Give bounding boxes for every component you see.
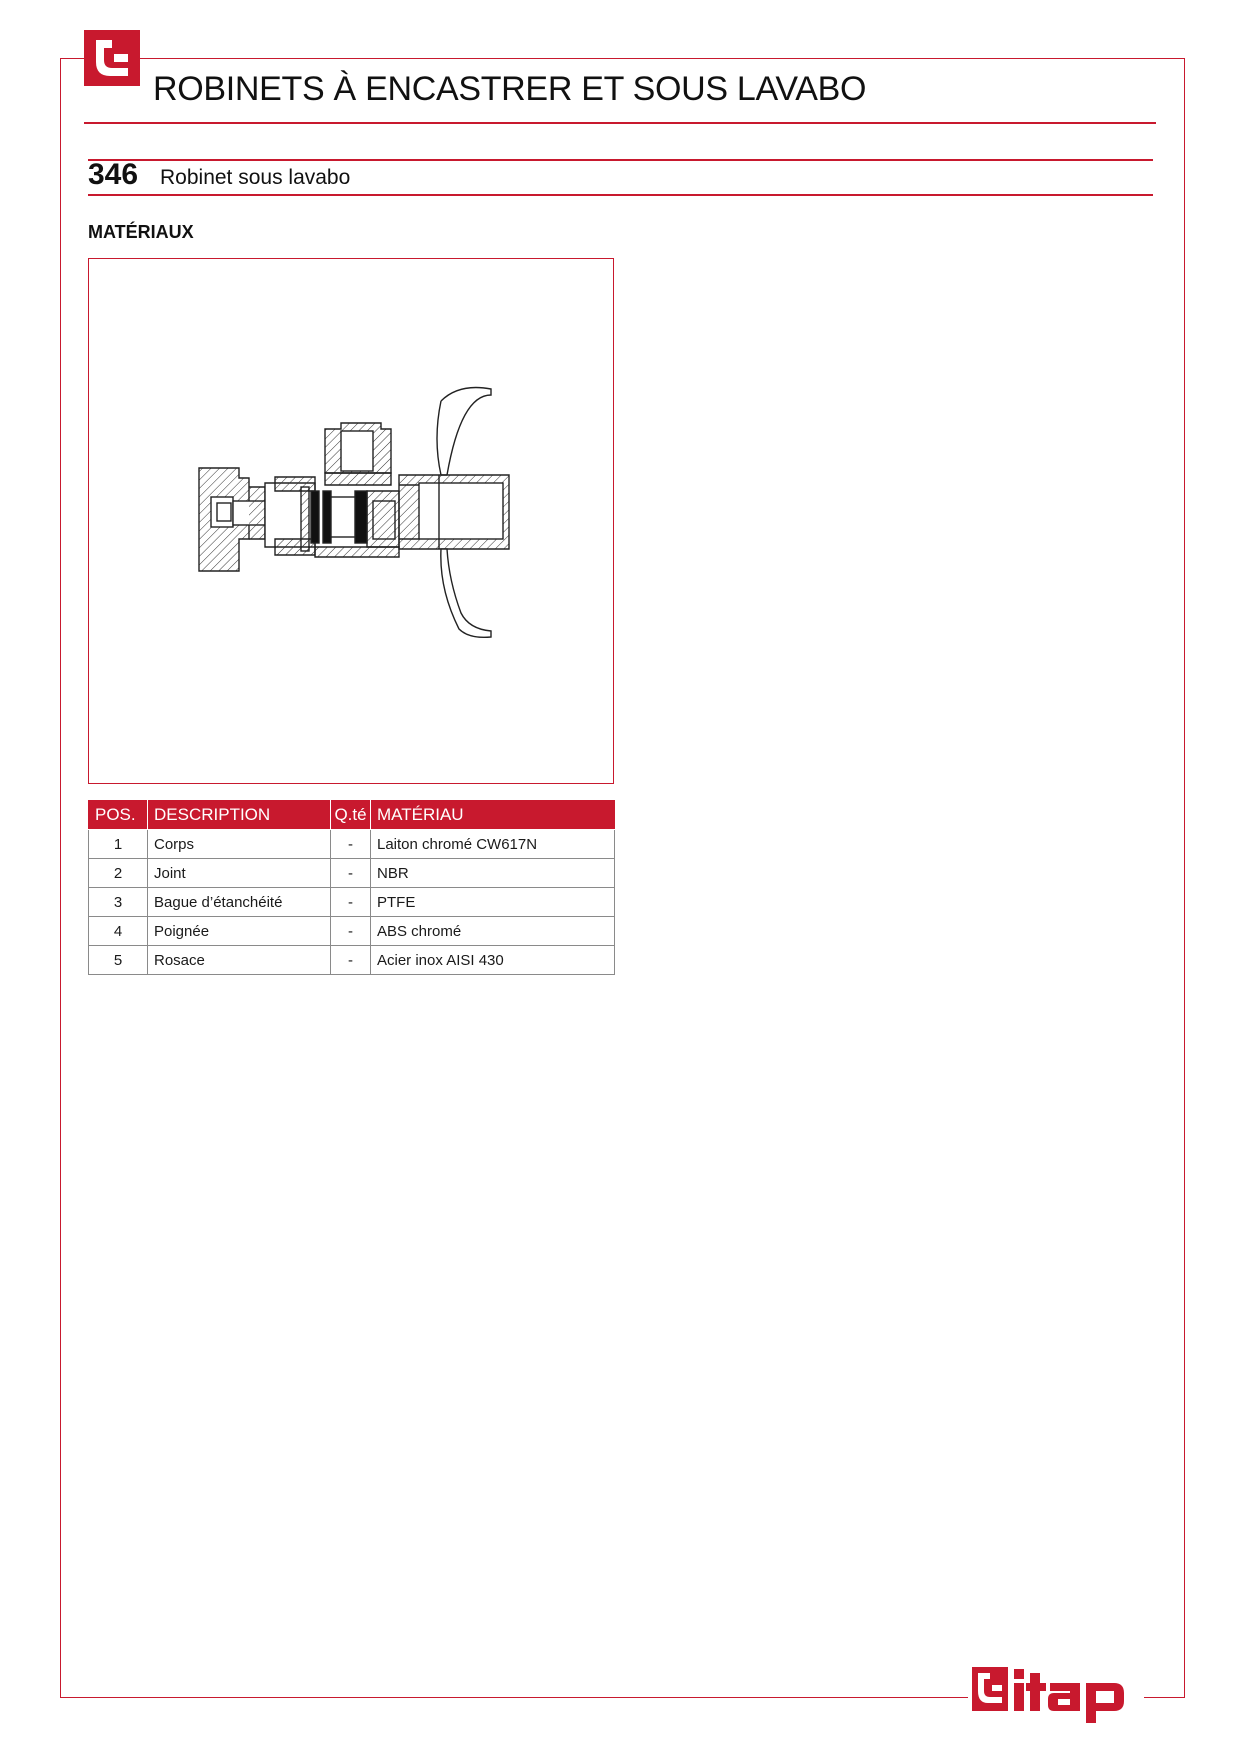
cell-material: ABS chromé: [371, 917, 615, 946]
cell-description: Poignée: [148, 917, 331, 946]
cell-description: Corps: [148, 830, 331, 859]
cell-pos: 5: [89, 946, 148, 975]
cell-qty: -: [331, 859, 371, 888]
cell-pos: 2: [89, 859, 148, 888]
itap-brand-logo-icon: [968, 1661, 1144, 1732]
product-bottom-rule: [88, 194, 1153, 196]
cell-pos: 1: [89, 830, 148, 859]
header-qty: Q.té: [331, 801, 371, 830]
cell-description: Bague d’étanchéité: [148, 888, 331, 917]
cell-qty: -: [331, 917, 371, 946]
header-material: MATÉRIAU: [371, 801, 615, 830]
cell-qty: -: [331, 830, 371, 859]
cell-material: Laiton chromé CW617N: [371, 830, 615, 859]
table-header-row: [89, 801, 615, 830]
cell-pos: 4: [89, 917, 148, 946]
cell-material: NBR: [371, 859, 615, 888]
header-pos: POS.: [89, 801, 148, 830]
cell-qty: -: [331, 946, 371, 975]
header-description: DESCRIPTION: [148, 801, 331, 830]
itap-corner-logo-icon: [84, 30, 140, 86]
table-row: [89, 917, 615, 946]
table-row: [89, 888, 615, 917]
cell-description: Rosace: [148, 946, 331, 975]
materials-table: [88, 800, 615, 975]
cell-qty: -: [331, 888, 371, 917]
product-top-rule: [88, 159, 1153, 161]
page-title: ROBINETS À ENCASTRER ET SOUS LAVABO: [153, 70, 867, 108]
product-number: 346: [88, 158, 139, 191]
table-row: [89, 830, 615, 859]
cell-material: Acier inox AISI 430: [371, 946, 615, 975]
table-row: [89, 859, 615, 888]
table-row: [89, 946, 615, 975]
title-underline: [84, 122, 1156, 124]
drawing-panel: [88, 258, 614, 784]
product-name: Robinet sous lavabo: [160, 166, 351, 189]
cell-material: PTFE: [371, 888, 615, 917]
section-heading: MATÉRIAUX: [88, 222, 194, 242]
cell-pos: 3: [89, 888, 148, 917]
angle-valve-cross-section-drawing: [89, 259, 615, 785]
cell-description: Joint: [148, 859, 331, 888]
